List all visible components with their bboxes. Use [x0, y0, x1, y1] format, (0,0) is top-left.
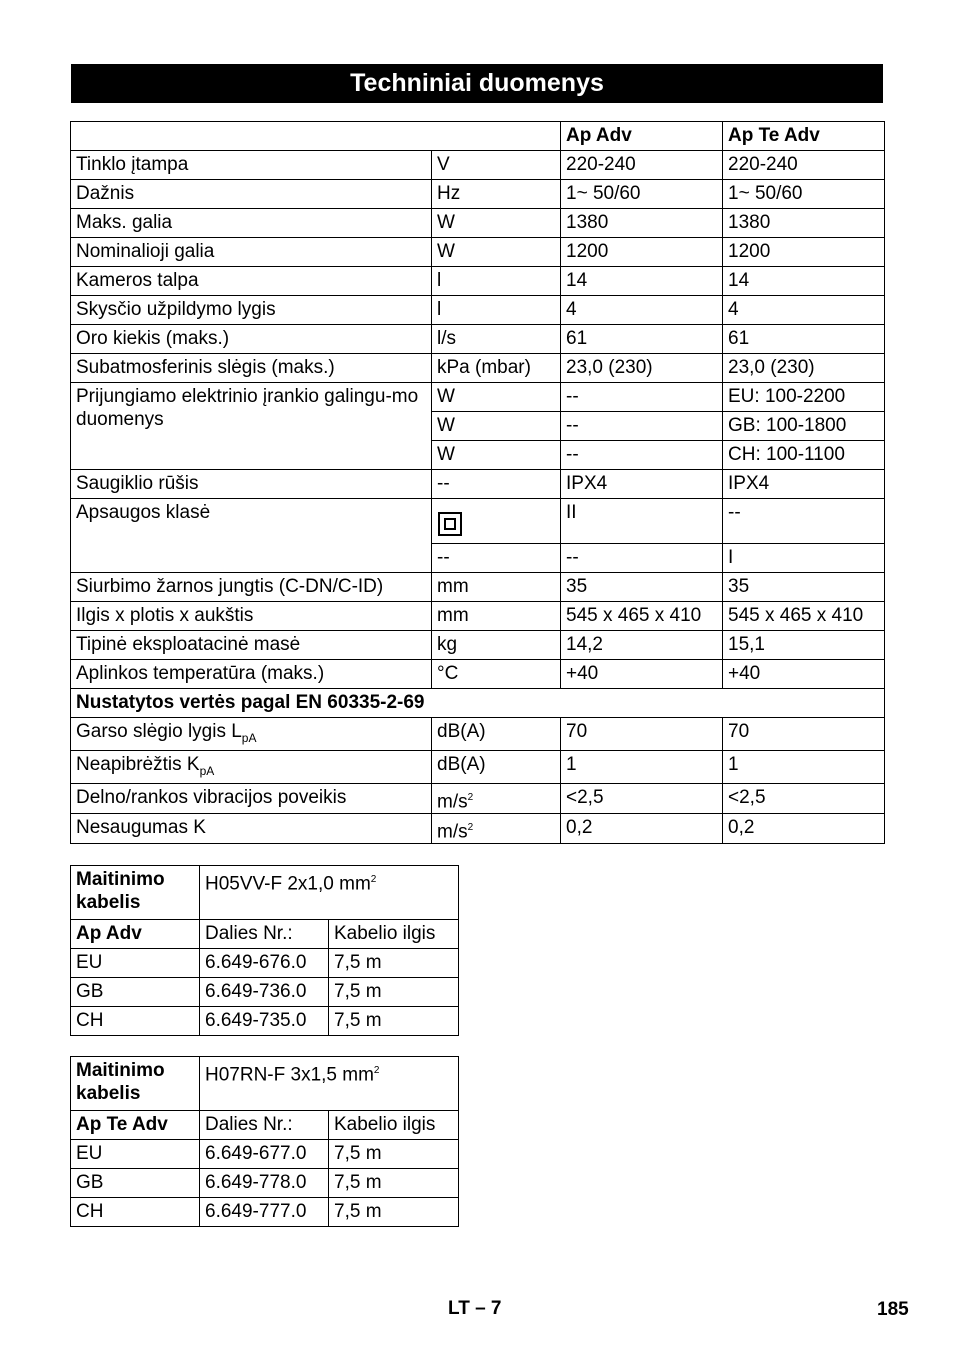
- row-value-b: 545 x 465 x 410: [723, 602, 885, 631]
- cable-col-part: Dalies Nr.:: [200, 920, 329, 949]
- row-value-b: 0,2: [723, 813, 885, 843]
- row-unit: W: [432, 209, 561, 238]
- row-value-a: 1: [561, 750, 723, 783]
- row-value-b: 1380: [723, 209, 885, 238]
- cable-head-value: [200, 866, 459, 920]
- row-value-a: 23,0 (230): [561, 354, 723, 383]
- cable-region: CH: [71, 1198, 200, 1227]
- row-label: Nesaugumas K: [71, 813, 432, 843]
- cable-length: 7,5 m: [329, 1007, 459, 1036]
- footer-page-number: 185: [877, 1299, 909, 1320]
- section-heading: Nustatytos vertės pagal EN 60335-2-69: [71, 689, 885, 718]
- row-unit: W: [432, 441, 561, 470]
- cable-length: 7,5 m: [329, 978, 459, 1007]
- row-value-a: --: [561, 412, 723, 441]
- cable-length: 7,5 m: [329, 1140, 459, 1169]
- row-value-b: I: [723, 544, 885, 573]
- table-row: [71, 631, 885, 660]
- row-value-a: 0,2: [561, 813, 723, 843]
- cable-part: 6.649-778.0: [200, 1169, 329, 1198]
- row-value-a: 14: [561, 267, 723, 296]
- table-row: [71, 813, 885, 843]
- row-value-a: II: [561, 499, 723, 544]
- row-label: Saugiklio rūšis: [71, 470, 432, 499]
- technical-data-table: [70, 121, 885, 844]
- row-label: Subatmosferinis slėgis (maks.): [71, 354, 432, 383]
- row-value-b: 4: [723, 296, 885, 325]
- row-unit: mm: [432, 602, 561, 631]
- header-ap-te-adv: Ap Te Adv: [723, 122, 885, 151]
- cable-header-row: [71, 866, 459, 920]
- protection-class-ii-icon: [438, 512, 462, 536]
- page-title: Techniniai duomenys: [71, 64, 883, 103]
- row-value-b: --: [723, 499, 885, 544]
- power-cable-table-ap-te-adv: [70, 1056, 459, 1227]
- cable-region: GB: [71, 1169, 200, 1198]
- row-value-a: 35: [561, 573, 723, 602]
- row-unit: --: [432, 470, 561, 499]
- row-value-b: 15,1: [723, 631, 885, 660]
- row-unit: [432, 783, 561, 813]
- table-row: [71, 783, 885, 813]
- vibk-unit-text: m/s: [437, 821, 468, 843]
- row-unit: kg: [432, 631, 561, 660]
- row-value-b: IPX4: [723, 470, 885, 499]
- row-value-a: 14,2: [561, 631, 723, 660]
- row-value-b: 61: [723, 325, 885, 354]
- row-value-b: 220-240: [723, 151, 885, 180]
- row-label: Kameros talpa: [71, 267, 432, 296]
- cable-region: EU: [71, 949, 200, 978]
- footer-language-page: LT – 7: [448, 1298, 502, 1319]
- header-empty-cell: [71, 122, 561, 151]
- cable-model: Ap Te Adv: [71, 1111, 200, 1140]
- cable-length: 7,5 m: [329, 1198, 459, 1227]
- row-value-b: CH: 100-1100: [723, 441, 885, 470]
- power-cable-table-ap-adv: [70, 865, 459, 1036]
- cable-head-value: [200, 1057, 459, 1111]
- table-row: [71, 660, 885, 689]
- cable-col-length: Kabelio ilgis: [329, 1111, 459, 1140]
- cable-type-text: H05VV-F 2x1,0 mm: [205, 873, 371, 895]
- cable-head-label: Maitinimo kabelis: [71, 1057, 200, 1111]
- table-row: [71, 718, 885, 751]
- row-unit: [432, 813, 561, 843]
- row-value-b: 35: [723, 573, 885, 602]
- protection-class-label: Apsaugos klasė: [71, 499, 432, 573]
- cable-length: 7,5 m: [329, 949, 459, 978]
- section-row: [71, 689, 885, 718]
- row-value-a: 545 x 465 x 410: [561, 602, 723, 631]
- row-unit: dB(A): [432, 750, 561, 783]
- table-row: [71, 978, 459, 1007]
- table-row: [71, 1007, 459, 1036]
- row-label: Maks. galia: [71, 209, 432, 238]
- row-label: [71, 750, 432, 783]
- row-value-a: +40: [561, 660, 723, 689]
- cable-col-length: Kabelio ilgis: [329, 920, 459, 949]
- cable-type-superscript: 2: [370, 874, 377, 885]
- row-unit: l/s: [432, 325, 561, 354]
- table-row: [71, 325, 885, 354]
- row-unit: W: [432, 412, 561, 441]
- row-value-b: 23,0 (230): [723, 354, 885, 383]
- cable-head-label: Maitinimo kabelis: [71, 866, 200, 920]
- row-value-b: 1~ 50/60: [723, 180, 885, 209]
- table-row: [71, 470, 885, 499]
- row-value-a: 1200: [561, 238, 723, 267]
- noise-label-subscript: pA: [241, 730, 257, 745]
- row-unit: V: [432, 151, 561, 180]
- table-row: [71, 180, 885, 209]
- row-value-b: +40: [723, 660, 885, 689]
- cable-col-part: Dalies Nr.:: [200, 1111, 329, 1140]
- cable-length: 7,5 m: [329, 1169, 459, 1198]
- table-row: [71, 1198, 459, 1227]
- table-row: [71, 267, 885, 296]
- table-row: [71, 1140, 459, 1169]
- vibk-unit-superscript: 2: [467, 821, 474, 833]
- cable-part: 6.649-676.0: [200, 949, 329, 978]
- cable-type-superscript: 2: [373, 1065, 380, 1076]
- row-value-b: 70: [723, 718, 885, 751]
- row-value-b: <2,5: [723, 783, 885, 813]
- noise-label-text: Garso slėgio lygis L: [76, 721, 242, 742]
- row-label: Nominalioji galia: [71, 238, 432, 267]
- row-value-b: 14: [723, 267, 885, 296]
- row-value-a: 61: [561, 325, 723, 354]
- header-ap-adv: Ap Adv: [561, 122, 723, 151]
- row-unit: l: [432, 267, 561, 296]
- cable-part: 6.649-777.0: [200, 1198, 329, 1227]
- row-value-a: --: [561, 544, 723, 573]
- row-unit: --: [432, 544, 561, 573]
- row-value-b: GB: 100-1800: [723, 412, 885, 441]
- cable-region: EU: [71, 1140, 200, 1169]
- table-row: [71, 238, 885, 267]
- protection-icon-cell: [432, 499, 561, 544]
- row-label: Tinklo įtampa: [71, 151, 432, 180]
- row-value-a: --: [561, 383, 723, 412]
- row-label: Dažnis: [71, 180, 432, 209]
- cable-header-row: [71, 1057, 459, 1111]
- row-value-b: 1: [723, 750, 885, 783]
- row-value-b: EU: 100-2200: [723, 383, 885, 412]
- row-label: Skysčio užpildymo lygis: [71, 296, 432, 325]
- cable-type-text: H07RN-F 3x1,5 mm: [205, 1064, 374, 1086]
- table-row: [71, 949, 459, 978]
- row-unit: W: [432, 238, 561, 267]
- uncert-label-text: Neapibrėžtis K: [76, 753, 200, 775]
- row-value-a: 4: [561, 296, 723, 325]
- table-row: [71, 209, 885, 238]
- row-value-a: 220-240: [561, 151, 723, 180]
- row-unit: kPa (mbar): [432, 354, 561, 383]
- row-value-b: 1200: [723, 238, 885, 267]
- row-label: Ilgis x plotis x aukštis: [71, 602, 432, 631]
- row-value-a: --: [561, 441, 723, 470]
- table-row: [71, 296, 885, 325]
- row-value-a: 70: [561, 718, 723, 751]
- table-row: [71, 354, 885, 383]
- cable-region: GB: [71, 978, 200, 1007]
- row-value-a: <2,5: [561, 783, 723, 813]
- uncert-label-subscript: pA: [199, 763, 215, 778]
- table-row: [71, 383, 885, 412]
- cable-part: 6.649-736.0: [200, 978, 329, 1007]
- row-label: Tipinė eksploatacinė masė: [71, 631, 432, 660]
- cable-part: 6.649-735.0: [200, 1007, 329, 1036]
- vib-unit-superscript: 2: [467, 791, 474, 803]
- cable-columns-row: [71, 920, 459, 949]
- table-row: [71, 602, 885, 631]
- cable-columns-row: [71, 1111, 459, 1140]
- row-label: [71, 718, 432, 751]
- table-row: [71, 151, 885, 180]
- row-label: Siurbimo žarnos jungtis (C-DN/C-ID): [71, 573, 432, 602]
- row-label: Delno/rankos vibracijos poveikis: [71, 783, 432, 813]
- table-row: [71, 573, 885, 602]
- row-value-a: IPX4: [561, 470, 723, 499]
- cable-part: 6.649-677.0: [200, 1140, 329, 1169]
- table-row: [71, 499, 885, 544]
- row-value-a: 1~ 50/60: [561, 180, 723, 209]
- table-header-row: [71, 122, 885, 151]
- cable-model: Ap Adv: [71, 920, 200, 949]
- row-unit: Hz: [432, 180, 561, 209]
- row-unit: mm: [432, 573, 561, 602]
- row-unit: W: [432, 383, 561, 412]
- cable-region: CH: [71, 1007, 200, 1036]
- tool-power-label: Prijungiamo elektrinio įrankio galingu-mo duomenys: [71, 383, 432, 470]
- vib-unit-text: m/s: [437, 790, 468, 812]
- table-row: [71, 1169, 459, 1198]
- row-unit: dB(A): [432, 718, 561, 751]
- row-label: Aplinkos temperatūra (maks.): [71, 660, 432, 689]
- row-unit: l: [432, 296, 561, 325]
- table-row: [71, 750, 885, 783]
- row-unit: °C: [432, 660, 561, 689]
- row-label: Oro kiekis (maks.): [71, 325, 432, 354]
- row-value-a: 1380: [561, 209, 723, 238]
